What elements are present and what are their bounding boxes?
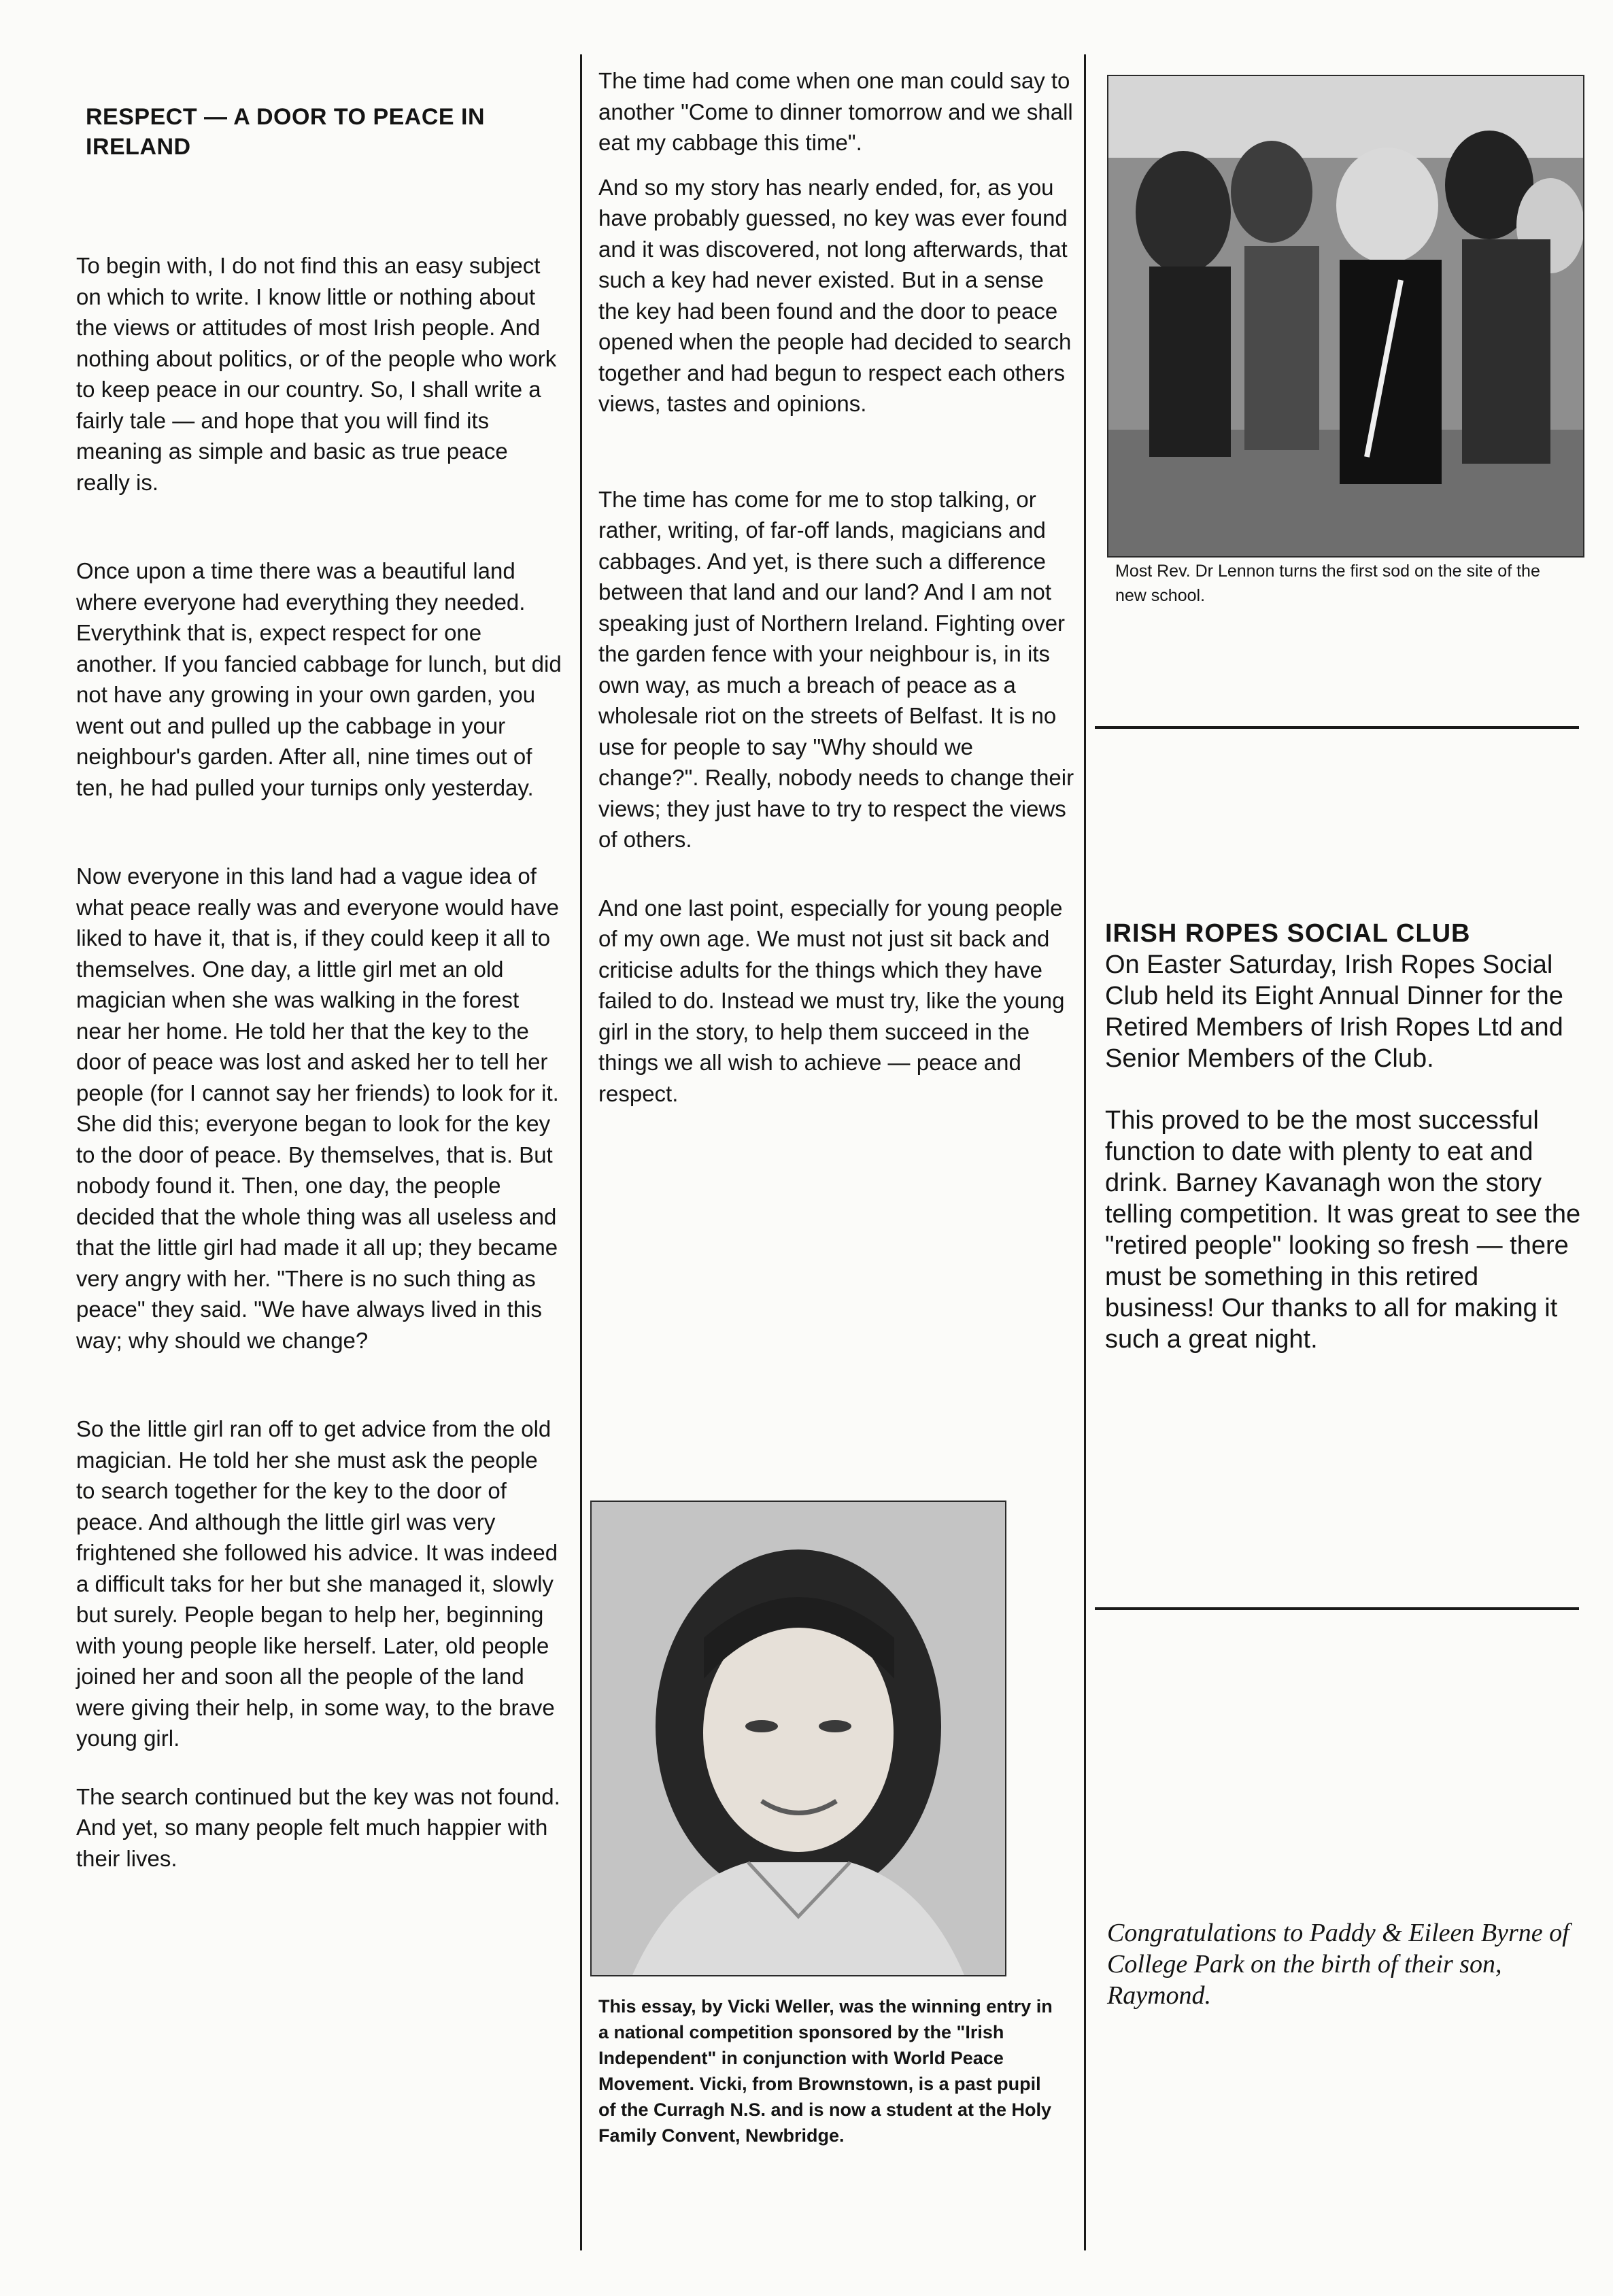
essay-paragraph: Once upon a time there was a beautiful land where everyone had everything they needed. Everythink that is, expect respect for one another. If you fancied cabbage for lunch, but did not have any growing in your own garden, you went out and pulled up the cabbage in your neighbour's garden. After all, nine times out of ten, he had pulled your turnips only yesterday. <box>76 558 562 800</box>
portrait-illustration <box>592 1502 1005 1975</box>
congratulations-notice: Congratulations to Paddy & Eileen Byrne of College Park on the birth of their son, Raymond. <box>1107 1919 1569 2010</box>
essay-paragraph: The search continued but the key was not found. And yet, so many people felt much happier with their lives. <box>76 1783 560 1871</box>
essay-paragraph: The time had come when one man could say to another "Come to dinner tomorrow and we shall eat my cabbage this time". <box>598 68 1073 155</box>
column-divider-left <box>580 54 582 2250</box>
social-club-section <box>1105 918 1581 1355</box>
section-divider <box>1095 1607 1579 1610</box>
social-club-paragraph: This proved to be the most successful function to date with plenty to eat and drink. Barney Kavanagh won the story telling competition. It was great to see the "retired people" looking so fresh — there must be something in this retired business! Our thanks to all for making it such a great night. <box>1105 1106 1581 1354</box>
column-divider-right <box>1084 54 1086 2250</box>
essay-paragraph: The time has come for me to stop talking, or rather, writing, of far-off lands, magicians and cabbages. And yet, is there such a difference between that land and our land? And I am not speaking just of Northern Ireland. Fighting over the garden fence with your neighbour is, in its own way, as much a breach of peace as a wholesale riot on the streets of Belfast. It is no use for people to say "Why should we change?". Really, nobody needs to change their views; they just have to try to respect the views of others. <box>598 486 1074 852</box>
crowd-illustration <box>1108 76 1583 556</box>
author-portrait-photo <box>590 1501 1006 1976</box>
essay-column-1 <box>76 102 562 1932</box>
essay-paragraph: And so my story has nearly ended, for, as you have probably guessed, no key was ever found and it was discovered, not long afterwards, that such a key had never existed. But in a sense the key had been found and the door to peace opened when the people had decided to search together and had begun to respect each others views, tastes and opinions. <box>598 174 1072 416</box>
section-divider <box>1095 726 1579 729</box>
essay-paragraph: So the little girl ran off to get advice from the old magician. He told her she must ask the people to search together for the key to the door of peace. And although the little girl was very frightened she followed his advice. It was indeed a difficult taks for her but she managed it, slowly but surely. People began to help her, beginning with young people like herself. Later, old people joined her and soon all the people of the land were giving their help, in some way, to the brave young girl. <box>76 1416 558 1751</box>
first-sod-photo <box>1107 75 1584 558</box>
social-club-paragraph: On Easter Saturday, Irish Ropes Social Club held its Eight Annual Dinner for the Retired Members of Irish Ropes Ltd and Senior Members of the Club. <box>1105 950 1563 1073</box>
essay-paragraph: To begin with, I do not find this an easy subject on which to write. I know little or nothing about the views or attitudes of most Irish people. And nothing about politics, or of the people who work to keep peace in our country. So, I shall write a fairly tale — and hope that you will find its meaning as simple and basic as true peace really is. <box>76 253 557 495</box>
essay-paragraph: And one last point, especially for young people of my own age. We must not just sit back and criticise adults for the things which they have failed to do. Instead we must try, like the young girl in the story, to help them succeed in the things we all wish to achieve — peace and respect. <box>598 895 1065 1106</box>
essay-column-2 <box>598 65 1074 1123</box>
first-sod-caption: Most Rev. Dr Lennon turns the first sod on the site of the new school. <box>1115 562 1540 605</box>
portrait-caption: This essay, by Vicki Weller, was the winning entry in a national competition sponsored by the "Irish Independent" in conjunction with World Peace Movement. Vicki, from Brownstown, is a past pupil of the Curragh N.S. and is now a student at the Holy Family Convent, Newbridge. <box>598 1996 1053 2146</box>
essay-paragraph: Now everyone in this land had a vague idea of what peace really was and everyone would have liked to have it, that is, if they could keep it all to themselves. One day, a little girl met an old magician when she was walking in the forest near her home. He told her that the key to the door of peace was lost and asked her to tell her people (for I cannot say her friends) to look for it. She did this; everyone began to look for the key to the door of peace. By themselves, that is. But nobody found it. Then, one day, the people decided that the whole thing was all useless and that the little girl had made it all up; they became very angry with her. "There is no such thing as peace" they said. "We have always lived in this way; why should we change? <box>76 863 559 1353</box>
article-headline: RESPECT — A DOOR TO PEACE IN IRELAND <box>86 104 486 160</box>
social-club-title: IRISH ROPES SOCIAL CLUB <box>1105 919 1471 948</box>
